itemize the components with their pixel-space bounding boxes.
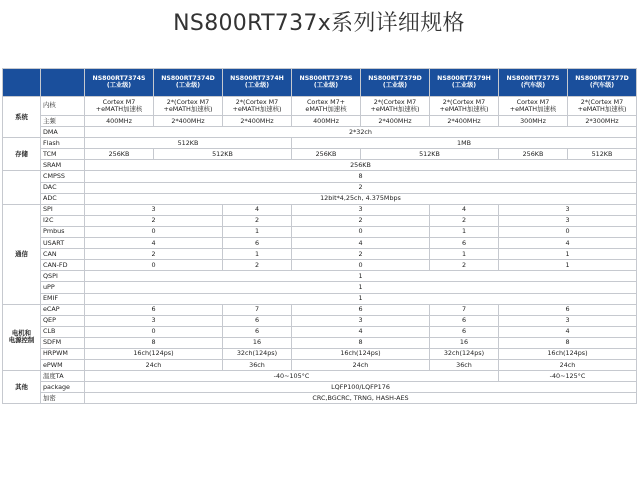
header-cell [3,69,41,97]
table-row [3,371,637,382]
table-cell: 2 [292,249,430,260]
table-cell: 1 [430,249,499,260]
table-cell: 512KB [361,149,499,160]
table-cell: 1 [223,226,292,237]
table-row [3,249,637,260]
table-cell: 300MHz [499,116,568,127]
table-cell: 2 [85,215,223,226]
table-cell: 32ch(124ps) [430,348,499,359]
feature-label: QEP [41,315,85,326]
table-cell: 2 [430,260,499,271]
feature-label: eCAP [41,304,85,315]
table-cell: CRC,BGCRC, TRNG, HASH-AES [85,393,637,404]
group-label: 电机和 电源控制 [3,304,41,371]
feature-label: Pmbus [41,226,85,237]
table-cell: 6 [223,238,292,249]
header-model: NS800RT7379H (工业级) [430,69,499,97]
header-model: NS800RT7377S (汽车级) [499,69,568,97]
table-cell: 2 [292,215,430,226]
table-cell: 0 [85,226,223,237]
feature-label: package [41,382,85,393]
table-cell: 16ch(124ps) [499,348,637,359]
table-cell: 2*300MHz [568,116,637,127]
table-cell: 36ch [430,360,499,371]
table-cell: 2*400MHz [361,116,430,127]
table-row [3,393,637,404]
table-cell: 6 [430,315,499,326]
table-cell: 6 [223,315,292,326]
table-cell: 0 [292,226,430,237]
table-cell: 400MHz [85,116,154,127]
table-row [3,149,637,160]
table-cell: 8 [499,337,637,348]
table-cell: 2*400MHz [223,116,292,127]
feature-label: CAN-FD [41,260,85,271]
feature-label: HRPWM [41,348,85,359]
table-row [3,138,637,149]
header-cell [41,69,85,97]
feature-label: QSPI [41,271,85,282]
table-cell: 2*32ch [85,127,637,138]
table-cell: 0 [499,226,637,237]
table-cell: 1 [430,226,499,237]
table-cell: 3 [499,215,637,226]
feature-label: DAC [41,182,85,193]
table-cell: 16ch(124ps) [85,348,223,359]
table-cell: 16ch(124ps) [292,348,430,359]
table-row [3,160,637,171]
group-label [3,171,41,204]
table-cell: 6 [499,304,637,315]
table-row [3,315,637,326]
spec-table [2,68,637,404]
feature-label: 内核 [41,97,85,116]
table-cell: 2 [85,249,223,260]
table-row [3,304,637,315]
header-model: NS800RT7374H (工业级) [223,69,292,97]
table-row [3,127,637,138]
table-cell: 2*400MHz [430,116,499,127]
header-model: NS800RT7374S (工业级) [85,69,154,97]
feature-label: 加密 [41,393,85,404]
table-cell: 8 [85,171,637,182]
feature-label: CAN [41,249,85,260]
feature-label: CLB [41,326,85,337]
table-cell: 256KB [85,149,154,160]
feature-label: SRAM [41,160,85,171]
table-cell: 512KB [85,138,292,149]
table-row [3,116,637,127]
table-cell: 2 [430,215,499,226]
table-cell: 4 [292,326,430,337]
table-cell: 256KB [85,160,637,171]
header-model: NS800RT7377D (汽车级) [568,69,637,97]
table-cell: 2 [85,182,637,193]
table-cell: 256KB [499,149,568,160]
table-cell: LQFP100/LQFP176 [85,382,637,393]
table-cell: 4 [499,238,637,249]
table-cell: 7 [223,304,292,315]
table-row [3,337,637,348]
table-cell: 256KB [292,149,361,160]
table-row [3,360,637,371]
table-row [3,193,637,204]
table-row [3,293,637,304]
table-cell: 12bit*4,25ch, 4.375Mbps [85,193,637,204]
table-cell: 1 [85,293,637,304]
table-row [3,238,637,249]
feature-label: DMA [41,127,85,138]
table-cell: Cortex M7 +eMATH加速核 [85,97,154,116]
table-cell: 4 [292,238,430,249]
feature-label: I2C [41,215,85,226]
table-cell: 24ch [85,360,223,371]
table-cell: 1 [223,249,292,260]
table-cell: 0 [85,260,223,271]
table-cell: 2*(Cortex M7 +eMATH加速核) [568,97,637,116]
table-cell: 6 [223,326,292,337]
table-cell: 3 [85,315,223,326]
feature-label: SPI [41,204,85,215]
group-label: 系统 [3,97,41,138]
table-cell: 512KB [154,149,292,160]
table-cell: 32ch(124ps) [223,348,292,359]
header-model: NS800RT7379D (工业级) [361,69,430,97]
header-model: NS800RT7379S (工业级) [292,69,361,97]
feature-label: SDFM [41,337,85,348]
table-row [3,348,637,359]
table-row [3,171,637,182]
table-cell: -40~125°C [499,371,637,382]
table-cell: 6 [430,238,499,249]
table-row [3,215,637,226]
table-cell: 2*400MHz [154,116,223,127]
table-cell: 2*(Cortex M7 +eMATH加速核) [430,97,499,116]
table-cell: 3 [499,315,637,326]
table-cell: 1MB [292,138,637,149]
table-cell: 6 [292,304,430,315]
table-row [3,97,637,116]
table-cell: 6 [430,326,499,337]
group-label: 通信 [3,204,41,304]
table-cell: 8 [85,337,223,348]
table-cell: 2*(Cortex M7 +eMATH加速核) [361,97,430,116]
table-cell: 7 [430,304,499,315]
table-cell: 4 [499,326,637,337]
table-cell: 2*(Cortex M7 +eMATH加速核) [154,97,223,116]
table-cell: 4 [223,204,292,215]
table-cell: 4 [430,204,499,215]
table-cell: Cortex M7+ eMATH加速核 [292,97,361,116]
table-cell: 3 [499,204,637,215]
table-cell: 6 [85,304,223,315]
table-cell: 1 [499,260,637,271]
page-title: NS800RT737x系列详细规格 [173,11,465,36]
table-cell: 16 [223,337,292,348]
feature-label: EMIF [41,293,85,304]
table-row [3,271,637,282]
group-label: 存储 [3,138,41,171]
header-model: NS800RT7374D (工业级) [154,69,223,97]
table-cell: Cortex M7 +eMATH加速核 [499,97,568,116]
table-cell: 1 [85,271,637,282]
table-row [3,226,637,237]
table-cell: 1 [499,249,637,260]
table-cell: 0 [292,260,430,271]
table-cell: 512KB [568,149,637,160]
feature-label: uPP [41,282,85,293]
table-cell: 8 [292,337,430,348]
table-cell: 3 [85,204,223,215]
table-cell: 0 [85,326,223,337]
table-cell: 1 [85,282,637,293]
table-row [3,282,637,293]
table-cell: 2 [223,215,292,226]
table-row [3,260,637,271]
table-cell: 3 [292,204,430,215]
feature-label: TCM [41,149,85,160]
table-cell: 36ch [223,360,292,371]
feature-label: ADC [41,193,85,204]
header-row [3,69,637,97]
table-row [3,382,637,393]
feature-label: Flash [41,138,85,149]
group-label: 其他 [3,371,41,404]
table-cell: 16 [430,337,499,348]
table-cell: -40~105°C [85,371,499,382]
feature-label: 主频 [41,116,85,127]
feature-label: ePWM [41,360,85,371]
table-cell: 4 [85,238,223,249]
table-cell: 2*(Cortex M7 +eMATH加速核) [223,97,292,116]
table-cell: 24ch [499,360,637,371]
table-cell: 3 [292,315,430,326]
table-cell: 400MHz [292,116,361,127]
table-cell: 2 [223,260,292,271]
table-row [3,326,637,337]
table-row [3,204,637,215]
table-cell: 24ch [292,360,430,371]
feature-label: USART [41,238,85,249]
feature-label: 温度TA [41,371,85,382]
table-row [3,182,637,193]
feature-label: CMPSS [41,171,85,182]
